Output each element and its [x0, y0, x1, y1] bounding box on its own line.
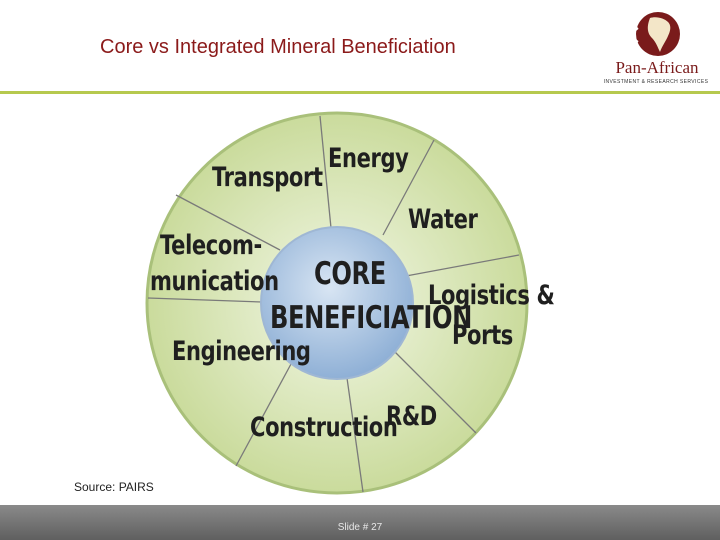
slide-title: Core vs Integrated Mineral Beneficiation — [100, 36, 456, 58]
logo-wordmark: Pan-African — [615, 58, 699, 77]
core-label-1: CORE — [314, 256, 386, 292]
segment-label-energy: Energy — [328, 143, 409, 174]
segment-label-construction: Construction — [250, 412, 398, 443]
segment-label-water: Water — [408, 204, 478, 235]
footer-bar — [0, 505, 720, 540]
logo-tagline: INVESTMENT & RESEARCH SERVICES — [603, 79, 709, 85]
segment-label-transport: Transport — [212, 162, 323, 193]
segment-label-telecom-2: munication — [150, 266, 279, 297]
segment-label-rnd: R&D — [386, 401, 437, 432]
segment-label-logistics-2: Ports — [452, 320, 513, 351]
segment-label-engineering: Engineering — [172, 336, 311, 367]
source-note: Source: PAIRS — [74, 480, 154, 494]
segment-label-telecom-1: Telecom- — [160, 230, 262, 261]
segment-label-logistics-1: Logistics & — [428, 280, 555, 311]
core-label-2: BENEFICIATION — [270, 300, 473, 336]
slide-number: Slide # 27 — [337, 522, 383, 533]
